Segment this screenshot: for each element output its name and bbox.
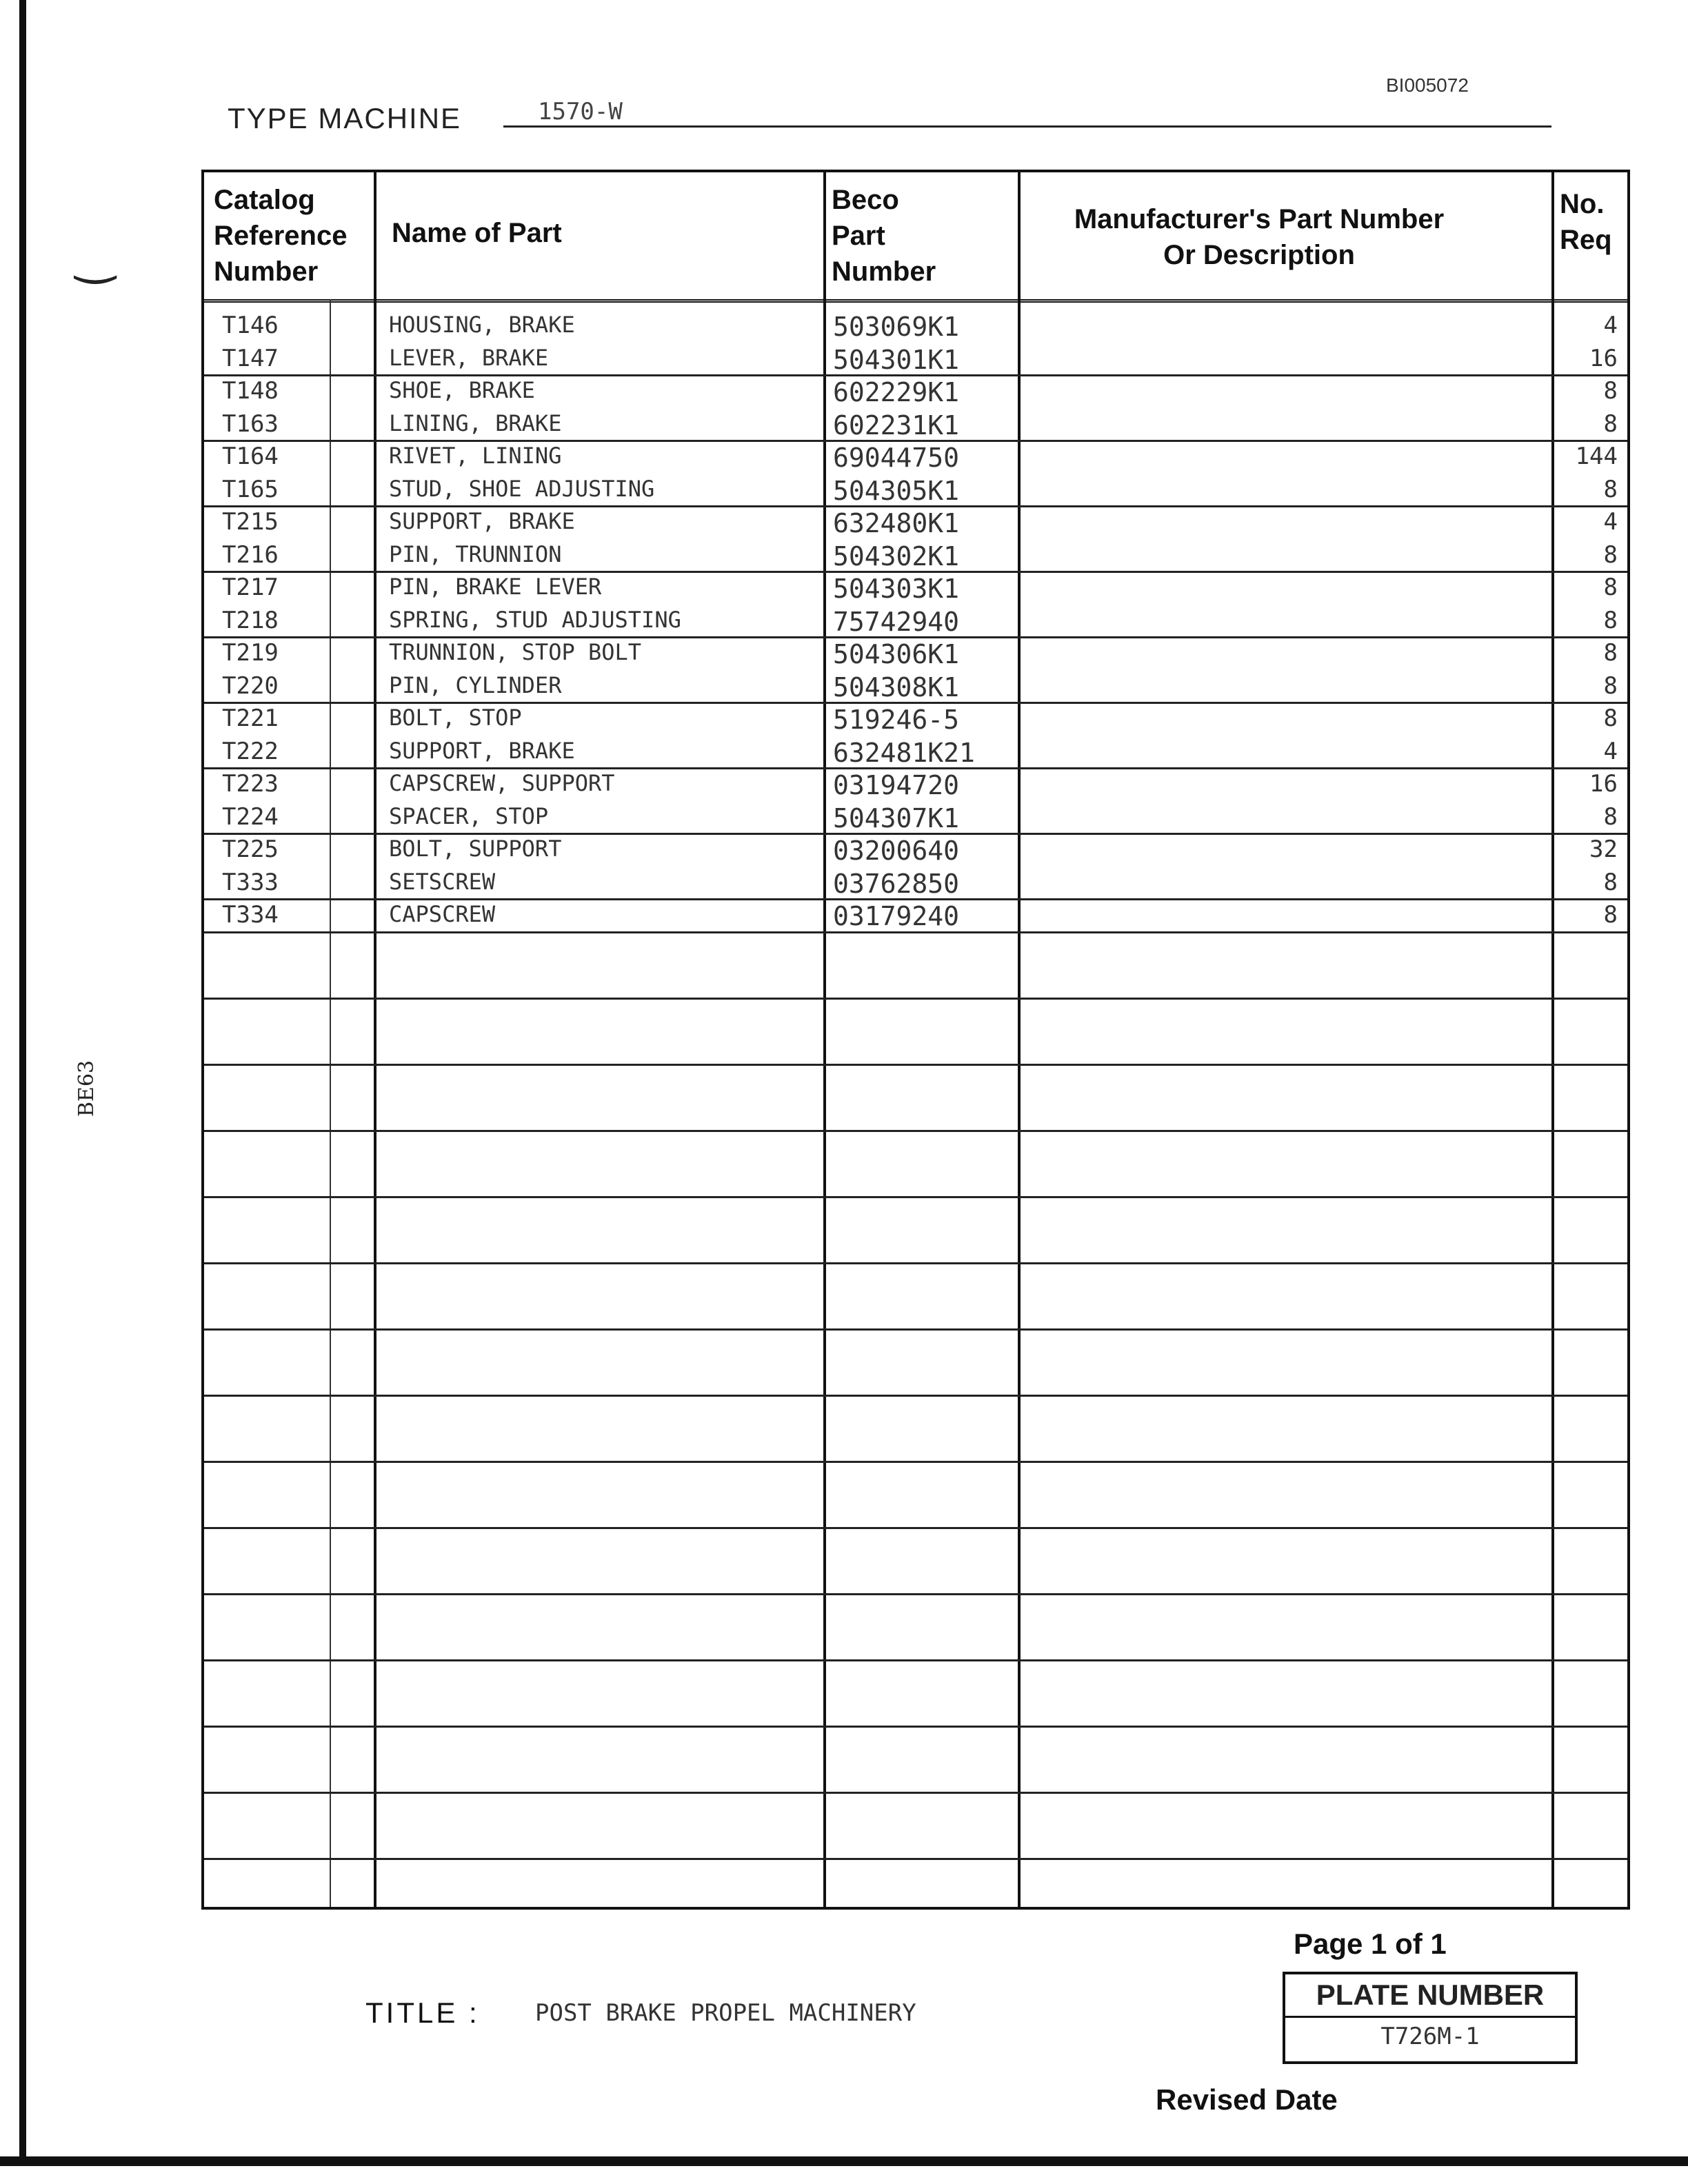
header-name: Name of Part: [392, 218, 562, 248]
empty-row-separator: [204, 1196, 1627, 1198]
qty-cell: 4: [1603, 737, 1618, 765]
part-name-cell: SPACER, STOP: [389, 802, 549, 829]
beco-part-number-cell: 632481K21: [833, 737, 975, 768]
catalog-ref-cell: T163: [222, 410, 279, 438]
beco-part-number-cell: 504301K1: [833, 344, 960, 375]
catalog-ref-cell: T219: [222, 639, 279, 667]
table-row: [204, 407, 1627, 440]
beco-part-number-cell: 503069K1: [833, 312, 960, 342]
qty-cell: 4: [1603, 508, 1618, 536]
table-row: [204, 604, 1627, 636]
table-row: [204, 833, 1627, 865]
table-row: [204, 702, 1627, 734]
table-row: [204, 374, 1627, 407]
title-value: POST BRAKE PROPEL MACHINERY: [535, 1999, 916, 2027]
catalog-ref-cell: T224: [222, 802, 279, 831]
empty-row-separator: [204, 1726, 1627, 1728]
part-name-cell: PIN, BRAKE LEVER: [389, 574, 602, 600]
scan-border-left: [19, 0, 26, 2165]
table-row: [204, 538, 1627, 571]
catalog-ref-cell: T148: [222, 377, 279, 405]
empty-row-separator: [204, 1064, 1627, 1066]
table-row: [204, 866, 1627, 898]
empty-row-separator: [204, 1527, 1627, 1529]
beco-part-number-cell: 03762850: [833, 868, 960, 899]
beco-part-number-cell: 75742940: [833, 606, 960, 637]
table-row: [204, 571, 1627, 603]
table-row: [204, 505, 1627, 538]
beco-part-number-cell: 519246-5: [833, 705, 960, 735]
parts-table: [201, 170, 1630, 1910]
qty-cell: 8: [1603, 868, 1618, 896]
table-row: [204, 735, 1627, 767]
beco-part-number-cell: 504302K1: [833, 540, 960, 572]
qty-cell: 8: [1603, 410, 1618, 438]
catalog-ref-cell: T225: [222, 836, 279, 863]
beco-part-number-cell: 69044750: [833, 443, 960, 473]
margin-paren-top: ‿: [76, 229, 115, 283]
type-machine-label: TYPE MACHINE: [228, 102, 462, 134]
table-row: [204, 309, 1627, 341]
part-name-cell: CAPSCREW: [389, 901, 496, 927]
empty-row-separator: [204, 998, 1627, 1000]
beco-part-number-cell: 504307K1: [833, 802, 960, 833]
table-row: [204, 800, 1627, 833]
table-row: [204, 767, 1627, 800]
plate-number-label: PLATE NUMBER: [1285, 1974, 1575, 2018]
qty-cell: 8: [1603, 639, 1618, 667]
beco-part-number-cell: 602229K1: [833, 377, 960, 407]
beco-part-number-cell: 504306K1: [833, 639, 960, 669]
catalog-ref-cell: T164: [222, 443, 279, 470]
part-name-cell: SUPPORT, BRAKE: [389, 508, 575, 534]
qty-cell: 8: [1603, 574, 1618, 601]
catalog-ref-cell: T165: [222, 475, 279, 503]
qty-cell: 8: [1603, 540, 1618, 569]
empty-row-separator: [204, 1130, 1627, 1132]
part-name-cell: PIN, CYLINDER: [389, 671, 562, 698]
qty-cell: 8: [1603, 377, 1618, 405]
catalog-ref-cell: T223: [222, 770, 279, 798]
empty-row-separator: [204, 1858, 1627, 1860]
beco-part-number-cell: 03200640: [833, 836, 960, 866]
scan-border-bottom: [0, 2156, 1688, 2166]
empty-row-separator: [204, 1395, 1627, 1397]
catalog-ref-cell: T217: [222, 574, 279, 601]
table-row: [204, 898, 1627, 931]
beco-part-number-cell: 504303K1: [833, 574, 960, 604]
qty-cell: 16: [1589, 344, 1618, 372]
part-name-cell: BOLT, SUPPORT: [389, 836, 562, 862]
empty-row-separator: [204, 1461, 1627, 1463]
beco-part-number-cell: 504308K1: [833, 671, 960, 702]
beco-part-number-cell: 03179240: [833, 901, 960, 931]
page-indicator: Page 1 of 1: [1294, 1928, 1447, 1960]
table-row: [204, 669, 1627, 702]
table-row: [204, 636, 1627, 669]
part-name-cell: BOLT, STOP: [389, 705, 522, 731]
beco-part-number-cell: 03194720: [833, 770, 960, 800]
qty-cell: 144: [1575, 443, 1618, 470]
catalog-ref-cell: T334: [222, 901, 279, 929]
catalog-ref-cell: T333: [222, 868, 279, 896]
qty-cell: 8: [1603, 671, 1618, 700]
type-machine-underline: [503, 125, 1551, 128]
header-catalog: Catalog Reference Number: [214, 185, 348, 287]
catalog-ref-cell: T216: [222, 540, 279, 569]
empty-row-separator: [204, 1262, 1627, 1264]
table-row: [204, 342, 1627, 374]
catalog-ref-cell: T222: [222, 737, 279, 765]
catalog-ref-cell: T220: [222, 671, 279, 700]
row-separator: [204, 931, 1627, 933]
plate-number-box: [1283, 1972, 1578, 2064]
part-name-cell: HOUSING, BRAKE: [389, 312, 575, 338]
qty-cell: 8: [1603, 802, 1618, 831]
qty-cell: 16: [1589, 770, 1618, 798]
qty-cell: 8: [1603, 705, 1618, 732]
empty-row-separator: [204, 1328, 1627, 1331]
empty-row-separator: [204, 1659, 1627, 1661]
plate-number-value: T726M-1: [1380, 2023, 1480, 2050]
empty-row-separator: [204, 1593, 1627, 1595]
empty-row-separator: [204, 1792, 1627, 1794]
catalog-ref-cell: T218: [222, 606, 279, 634]
document-id: BI005072: [1386, 74, 1469, 96]
part-name-cell: TRUNNION, STOP BOLT: [389, 639, 642, 665]
catalog-ref-cell: T147: [222, 344, 279, 372]
beco-part-number-cell: 504305K1: [833, 475, 960, 506]
qty-cell: 8: [1603, 606, 1618, 634]
type-machine-value: 1570-W: [538, 98, 623, 125]
part-name-cell: SHOE, BRAKE: [389, 377, 535, 403]
part-name-cell: PIN, TRUNNION: [389, 540, 562, 567]
revised-date-label: Revised Date: [1156, 2083, 1338, 2116]
table-row: [204, 473, 1627, 505]
part-name-cell: SPRING, STUD ADJUSTING: [389, 606, 681, 633]
qty-cell: 32: [1589, 836, 1618, 863]
part-name-cell: RIVET, LINING: [389, 443, 562, 469]
qty-cell: 8: [1603, 475, 1618, 503]
qty-cell: 4: [1603, 312, 1618, 339]
beco-part-number-cell: 602231K1: [833, 410, 960, 441]
part-name-cell: LEVER, BRAKE: [389, 344, 549, 371]
part-name-cell: STUD, SHOE ADJUSTING: [389, 475, 655, 502]
header-beco: Beco Part Number: [832, 185, 936, 287]
title-label: TITLE :: [365, 1996, 480, 2029]
part-name-cell: SUPPORT, BRAKE: [389, 737, 575, 764]
catalog-ref-cell: T146: [222, 312, 279, 339]
header-manufacturer: Manufacturer's Part Number Or Description: [1074, 204, 1445, 270]
beco-part-number-cell: 632480K1: [833, 508, 960, 538]
part-name-cell: LINING, BRAKE: [389, 410, 562, 436]
catalog-ref-cell: T215: [222, 508, 279, 536]
table-row: [204, 440, 1627, 472]
qty-cell: 8: [1603, 901, 1618, 929]
margin-stamp: BE63: [74, 1060, 99, 1117]
part-name-cell: CAPSCREW, SUPPORT: [389, 770, 615, 796]
part-name-cell: SETSCREW: [389, 868, 496, 895]
table-header: [204, 172, 1627, 303]
catalog-ref-cell: T221: [222, 705, 279, 732]
header-qty: No. Req: [1560, 189, 1612, 255]
